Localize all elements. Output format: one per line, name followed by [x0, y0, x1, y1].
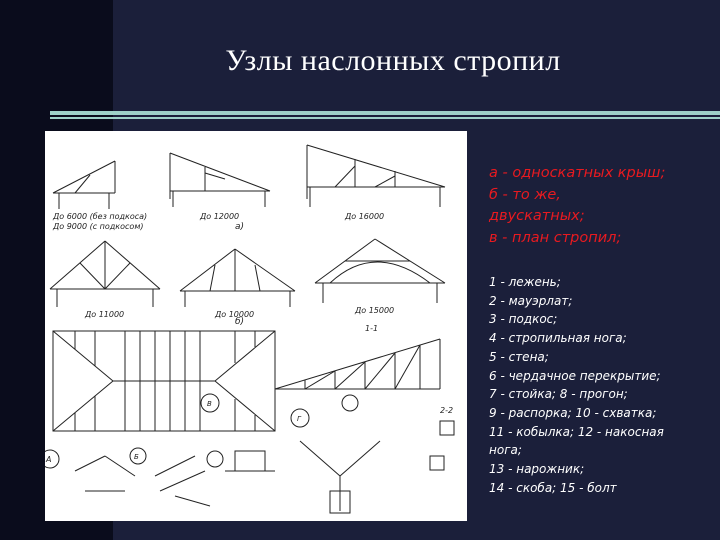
double-pitch-truss-2: [180, 249, 295, 307]
title-rule-thin: [50, 117, 720, 119]
single-pitch-truss-2: [170, 153, 270, 207]
caption-b: б): [235, 317, 245, 327]
span-label-3: До 16000: [345, 212, 385, 221]
single-pitch-truss-3: [307, 145, 445, 207]
node-details: [75, 421, 454, 513]
double-pitch-truss-3: [315, 239, 445, 303]
legend-numbered-items: 1 - лежень; 2 - мауэрлат; 3 - подкос; 4 - стропильная нога; 5 - стена; 6 - чердачное перекрытие; 7 - стойка; 8 - прогон; 9 - распорка; 10 - схватка; 11 - кобылка; 12 - накосная нога; 13 - нарожник; 14 - скоба; 15 - болт: [489, 275, 664, 495]
section-label: 1-1: [365, 324, 379, 333]
span-label-5: До 10000: [215, 310, 255, 319]
marker-a: А: [46, 455, 52, 464]
span-label-4: До 11000: [85, 310, 125, 319]
span-label-6: До 15000: [355, 306, 395, 315]
rafter-drawing-svg: [45, 131, 467, 521]
marker-g: Г: [297, 415, 301, 423]
title-rule-thick: [50, 111, 720, 115]
rafter-plan: [53, 331, 275, 431]
section-label-2: 2-2: [440, 406, 454, 415]
span-label-1b: До 9000 (с подкосом): [53, 222, 144, 231]
section-view: [275, 339, 440, 389]
caption-a: а): [235, 222, 245, 232]
span-label-2: До 12000: [200, 212, 240, 221]
marker-b: Б: [134, 453, 139, 461]
marker-v2-circle: [207, 451, 223, 467]
legend-drawing-types: а - односкатных крыш; б - то же, двускатных; в - план стропил;: [489, 165, 666, 246]
slide-title: Узлы наслонных стропил: [225, 44, 561, 77]
caption-v: В: [207, 400, 212, 408]
single-pitch-truss-1: [53, 161, 115, 209]
rafter-drawing: [45, 131, 467, 521]
double-pitch-truss-1: [50, 241, 160, 307]
marker-p-circle: [342, 395, 358, 411]
span-label-1: До 6000 (без подкоса): [53, 212, 148, 221]
